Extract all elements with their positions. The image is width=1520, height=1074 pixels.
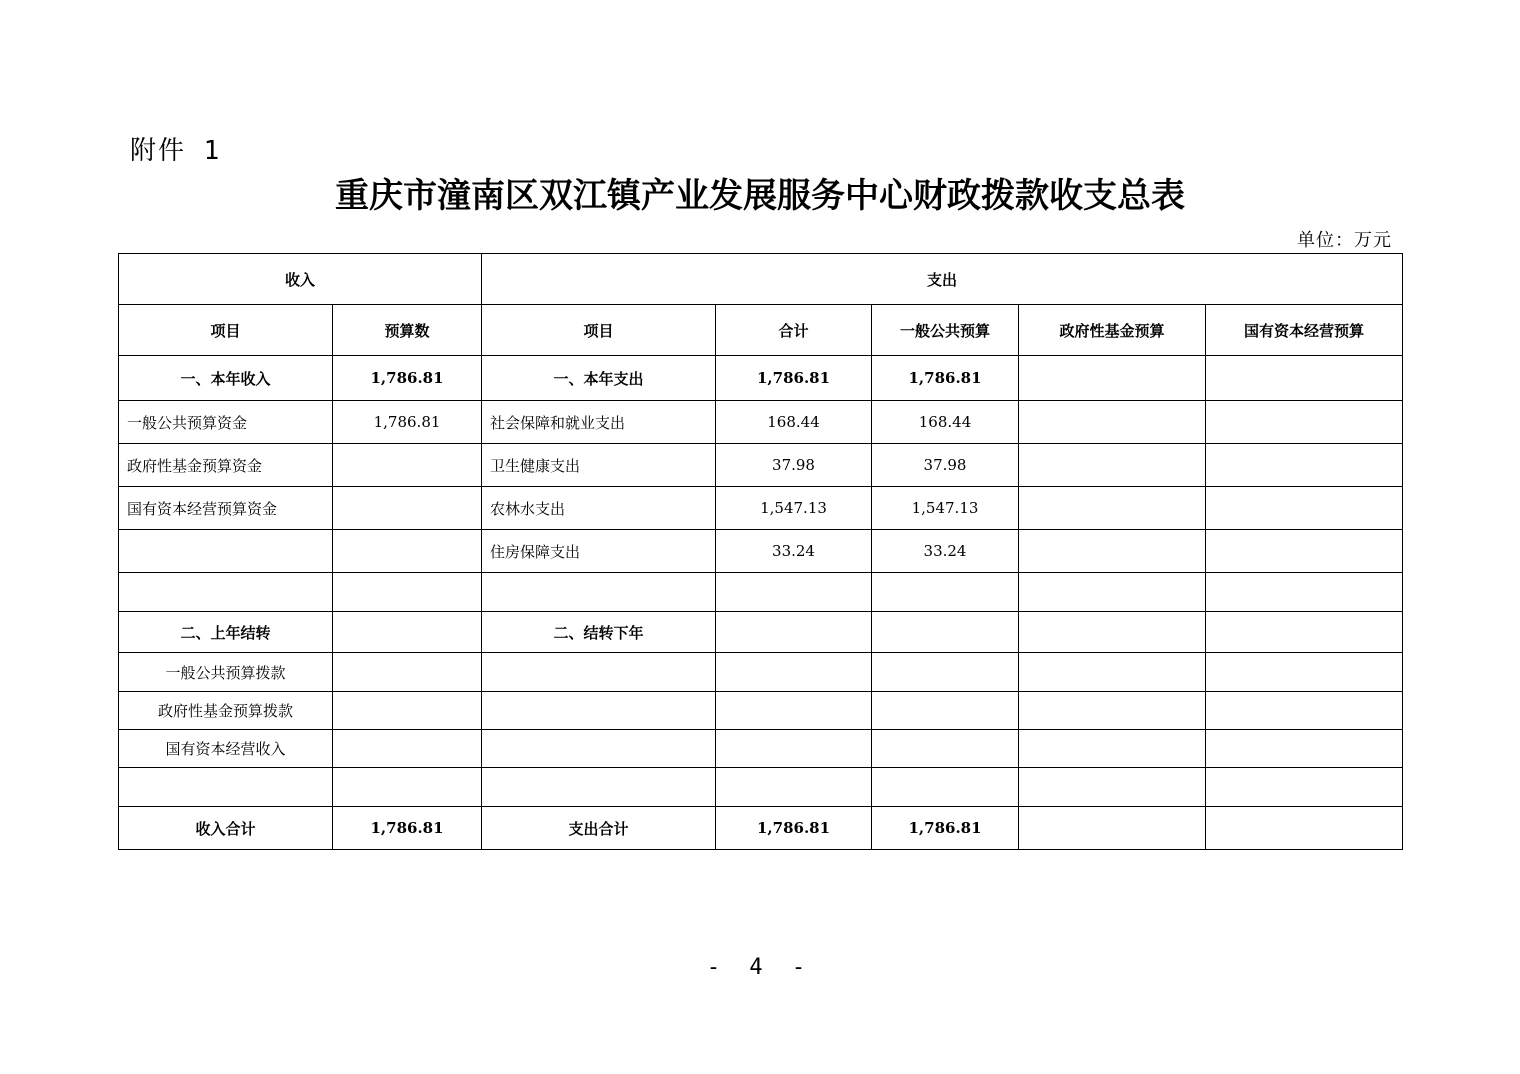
table-row [119, 768, 1403, 807]
income-item-cell: 一般公共预算资金 [119, 401, 333, 444]
gov-fund-cell [1019, 487, 1206, 530]
income-budget-cell [333, 612, 482, 653]
table-row [119, 692, 1403, 730]
general-public-cell [872, 768, 1019, 807]
expense-item-cell [482, 573, 716, 612]
state-capital-cell [1206, 444, 1403, 487]
state-capital-cell [1206, 730, 1403, 768]
total-cell: 33.24 [716, 530, 872, 573]
general-public-cell: 33.24 [872, 530, 1019, 573]
gov-fund-cell [1019, 612, 1206, 653]
general-public-cell [872, 573, 1019, 612]
total-cell: 1,547.13 [716, 487, 872, 530]
income-item-cell: 国有资本经营预算资金 [119, 487, 333, 530]
expense-total-label: 支出合计 [482, 807, 716, 850]
state-capital-cell [1206, 807, 1403, 850]
general-public-cell: 168.44 [872, 401, 1019, 444]
income-budget-cell [333, 573, 482, 612]
income-budget-cell [333, 653, 482, 692]
state-capital-cell [1206, 530, 1403, 573]
expense-item-cell [482, 730, 716, 768]
total-cell [716, 573, 872, 612]
general-public-cell: 37.98 [872, 444, 1019, 487]
expense-item-cell: 一、本年支出 [482, 356, 716, 401]
income-budget-cell [333, 730, 482, 768]
table-row [119, 401, 1403, 444]
state-capital-cell [1206, 612, 1403, 653]
column-header-row [119, 305, 1403, 356]
income-item-cell: 政府性基金预算拨款 [119, 692, 333, 730]
income-item-cell: 一、本年收入 [119, 356, 333, 401]
income-item-cell: 二、上年结转 [119, 612, 333, 653]
income-item-cell [119, 768, 333, 807]
gov-fund-cell [1019, 573, 1206, 612]
income-item-cell: 国有资本经营收入 [119, 730, 333, 768]
total-cell: 168.44 [716, 401, 872, 444]
general-public-cell [872, 692, 1019, 730]
unit-label: 单位：万元 [1297, 230, 1392, 251]
gov-fund-cell [1019, 807, 1206, 850]
income-total-value: 1,786.81 [333, 807, 482, 850]
income-budget-cell [333, 444, 482, 487]
table-row [119, 487, 1403, 530]
total-cell [716, 730, 872, 768]
state-capital-cell [1206, 487, 1403, 530]
gov-fund-cell [1019, 692, 1206, 730]
header-general-public: 一般公共预算 [872, 305, 1019, 356]
state-capital-cell [1206, 356, 1403, 401]
total-cell: 1,786.81 [716, 356, 872, 401]
income-budget-cell [333, 530, 482, 573]
table-row [119, 573, 1403, 612]
table-row [119, 653, 1403, 692]
total-cell [716, 612, 872, 653]
income-budget-cell [333, 692, 482, 730]
gov-fund-cell [1019, 768, 1206, 807]
general-public-cell [872, 612, 1019, 653]
budget-table [118, 253, 1403, 850]
income-item-cell: 一般公共预算拨款 [119, 653, 333, 692]
income-item-cell [119, 530, 333, 573]
expense-item-cell: 农林水支出 [482, 487, 716, 530]
header-expense-item: 项目 [482, 305, 716, 356]
expense-group-header: 支出 [482, 254, 1403, 305]
group-header-row [119, 254, 1403, 305]
total-cell: 1,786.81 [716, 807, 872, 850]
header-income-item: 项目 [119, 305, 333, 356]
income-budget-cell [333, 487, 482, 530]
total-cell [716, 768, 872, 807]
table-row [119, 444, 1403, 487]
state-capital-cell [1206, 692, 1403, 730]
total-cell [716, 653, 872, 692]
table-row [119, 730, 1403, 768]
state-capital-cell [1206, 768, 1403, 807]
attachment-label: 附件 1 [130, 136, 222, 166]
header-income-budget: 预算数 [333, 305, 482, 356]
document-title: 重庆市潼南区双江镇产业发展服务中心财政拨款收支总表 [335, 176, 1185, 216]
expense-item-cell: 卫生健康支出 [482, 444, 716, 487]
expense-item-cell: 住房保障支出 [482, 530, 716, 573]
table-row [119, 356, 1403, 401]
state-capital-cell [1206, 401, 1403, 444]
table-row [119, 612, 1403, 653]
income-item-cell [119, 573, 333, 612]
total-cell: 37.98 [716, 444, 872, 487]
expense-item-cell: 社会保障和就业支出 [482, 401, 716, 444]
gov-fund-cell [1019, 730, 1206, 768]
general-public-cell [872, 653, 1019, 692]
income-item-cell: 政府性基金预算资金 [119, 444, 333, 487]
general-public-cell: 1,547.13 [872, 487, 1019, 530]
gov-fund-cell [1019, 356, 1206, 401]
page-number: - 4 - [706, 955, 814, 980]
header-gov-fund: 政府性基金预算 [1019, 305, 1206, 356]
income-budget-cell: 1,786.81 [333, 401, 482, 444]
state-capital-cell [1206, 573, 1403, 612]
general-public-cell: 1,786.81 [872, 807, 1019, 850]
income-group-header: 收入 [119, 254, 482, 305]
expense-item-cell [482, 653, 716, 692]
header-total: 合计 [716, 305, 872, 356]
gov-fund-cell [1019, 444, 1206, 487]
header-state-capital: 国有资本经营预算 [1206, 305, 1403, 356]
table-row [119, 530, 1403, 573]
totals-row [119, 807, 1403, 850]
expense-item-cell [482, 692, 716, 730]
general-public-cell [872, 730, 1019, 768]
general-public-cell: 1,786.81 [872, 356, 1019, 401]
expense-item-cell [482, 768, 716, 807]
total-cell [716, 692, 872, 730]
income-budget-cell [333, 768, 482, 807]
income-total-label: 收入合计 [119, 807, 333, 850]
gov-fund-cell [1019, 401, 1206, 444]
income-budget-cell: 1,786.81 [333, 356, 482, 401]
state-capital-cell [1206, 653, 1403, 692]
expense-item-cell: 二、结转下年 [482, 612, 716, 653]
gov-fund-cell [1019, 530, 1206, 573]
gov-fund-cell [1019, 653, 1206, 692]
